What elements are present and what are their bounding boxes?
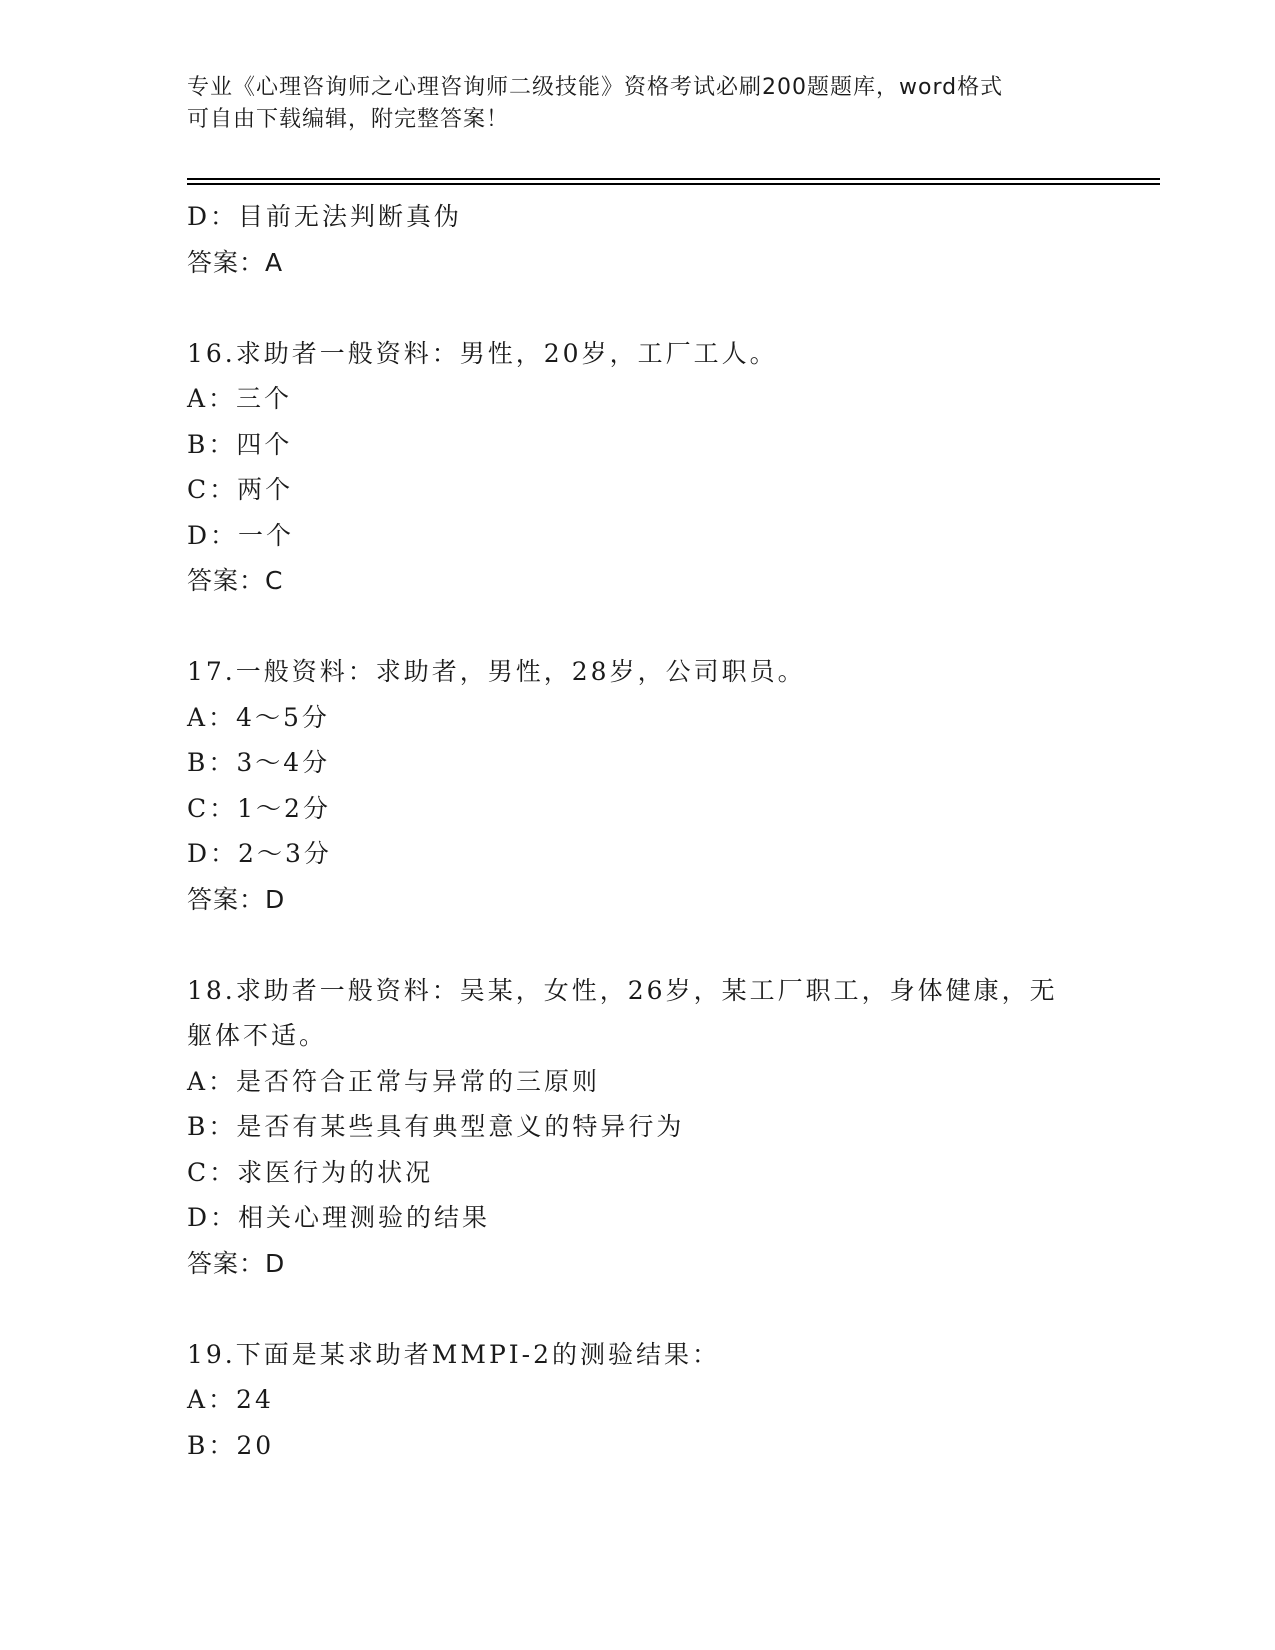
document-header [187,72,1087,136]
answer-line: 答案：C [187,566,284,595]
header-rule-top [187,178,1160,180]
option-c: C：1～2分 [187,793,331,823]
question-list [187,194,1087,1468]
question-19 [187,1332,1087,1469]
answer-line: 答案：D [187,884,286,914]
question-17 [187,649,1087,922]
option-b: B：是否有某些具有典型意义的特异行为 [187,1112,685,1141]
header-rule-bottom [187,183,1160,185]
option-a: A：三个 [187,384,293,413]
question-stem: 17.一般资料：求助者，男性，28岁，公司职员。 [187,657,806,686]
option-a: A：4～5分 [187,702,330,732]
option-d: D：一个 [187,520,295,550]
carry-over-block [187,194,1087,285]
answer-line: 答案：D [187,1248,286,1278]
option-b: B：20 [187,1430,275,1460]
option-a: A：24 [187,1385,274,1414]
option-c: C：求医行为的状况 [187,1157,434,1187]
header-line-1: 专业《心理咨询师之心理咨询师二级技能》资格考试必刷200题题库，word格式 [187,75,1004,100]
option-a: A：是否符合正常与异常的三原则 [187,1066,601,1096]
option-d: D：目前无法判断真伪 [187,202,463,231]
question-stem: 19.下面是某求助者MMPI-2的测验结果： [187,1339,721,1369]
option-b: B：3～4分 [187,748,331,777]
question-16 [187,331,1087,604]
question-stem-line-2: 躯体不适。 [187,1021,328,1050]
option-c: C：两个 [187,475,294,504]
spacer [187,285,1087,331]
option-d: D：相关心理测验的结果 [187,1203,491,1232]
spacer [187,922,1087,968]
question-stem: 16.求助者一般资料：男性，20岁，工厂工人。 [187,338,778,368]
header-line-2: 可自由下载编辑，附完整答案！ [187,107,510,132]
spacer [187,604,1087,650]
option-b: B：四个 [187,429,293,459]
question-18 [187,968,1087,1287]
option-d: D：2～3分 [187,839,332,868]
question-stem-line-1: 18.求助者一般资料：吴某，女性，26岁，某工厂职工，身体健康，无 [187,975,1058,1005]
spacer [187,1286,1087,1332]
answer-line: 答案：A [187,247,284,277]
